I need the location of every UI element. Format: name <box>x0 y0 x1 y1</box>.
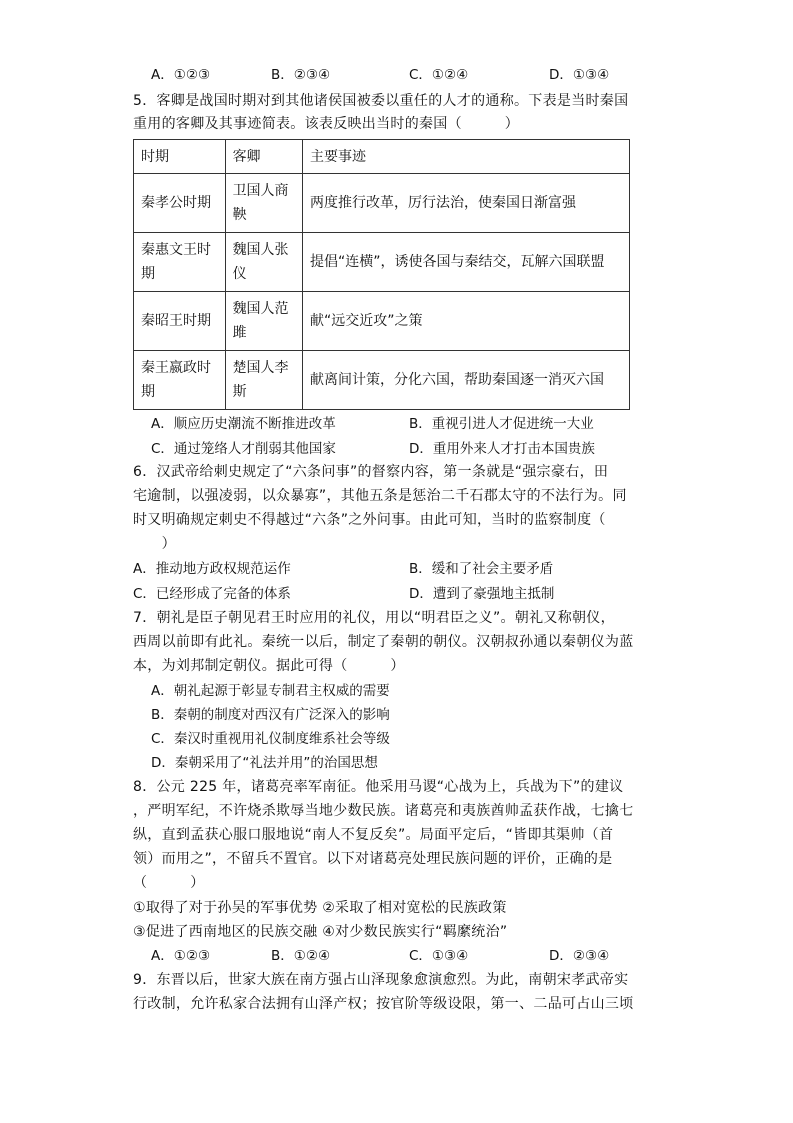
q4-option-b[interactable]: B．②③④ <box>271 67 331 83</box>
table-cell: 秦孝公时期 <box>134 174 226 233</box>
table-cell: 秦王嬴政时期 <box>134 351 226 410</box>
table-row <box>134 174 630 233</box>
table-header-row <box>134 140 630 174</box>
table-row <box>134 233 630 292</box>
q7-option-c[interactable]: C．秦汉时重视用礼仪制度维系社会等级 <box>151 731 390 747</box>
table-cell: 提倡“连横”，诱使各国与秦结交，瓦解六国联盟 <box>302 233 629 292</box>
q7-stem-line: 7．朝礼是臣子朝见君王时应用的礼仪，用以“明君臣之义”。朝礼又称朝仪， <box>133 610 615 626</box>
table-cell: 献“远交近攻”之策 <box>302 292 629 351</box>
q8-statement-line: ①取得了对于孙吴的军事优势 ②采取了相对宽松的民族政策 <box>133 900 507 916</box>
table-cell: 两度推行改革，厉行法治，使秦国日渐富强 <box>302 174 629 233</box>
q6-stem-line: 宅逾制，以强凌弱，以众暴寡”，其他五条是惩治二千石郡太守的不法行为。同 <box>133 488 627 504</box>
table-header-cell: 客卿 <box>225 140 302 174</box>
q4-option-a[interactable]: A．①②③ <box>151 67 211 83</box>
q7-option-d[interactable]: D．秦朝采用了“礼法并用”的治国思想 <box>151 755 378 771</box>
q5-option-c[interactable]: C．通过笼络人才削弱其他国家 <box>151 441 336 457</box>
q9-stem-line: 行改制，允许私家合法拥有山泽产权；按官阶等级设限，第一、二品可占山三顷 <box>133 996 634 1012</box>
table-cell: 楚国人李斯 <box>225 351 302 410</box>
q6-option-b[interactable]: B．缓和了社会主要矛盾 <box>409 561 554 577</box>
q7-stem-line: 本，为刘邦制定朝仪。据此可得（ ） <box>133 658 405 674</box>
q7-option-a[interactable]: A．朝礼起源于彰显专制君主权威的需要 <box>151 683 390 699</box>
table-header-cell: 主要事迹 <box>302 140 629 174</box>
table-cell: 秦昭王时期 <box>134 292 226 351</box>
q7-option-b[interactable]: B．秦朝的制度对西汉有广泛深入的影响 <box>151 707 390 723</box>
q5-option-d[interactable]: D．重用外来人才打击本国贵族 <box>409 441 595 457</box>
q8-statement-line: ③促进了西南地区的民族交融 ④对少数民族实行“羁縻统治” <box>133 924 508 940</box>
q6-stem-line: ） <box>133 536 176 552</box>
table-row <box>134 292 630 351</box>
q8-option-b[interactable]: B．①②④ <box>271 948 331 964</box>
table-cell: 魏国人范雎 <box>225 292 302 351</box>
q6-option-d[interactable]: D．遭到了豪强地主抵制 <box>409 586 555 602</box>
q5-stem-line: 重用的客卿及其事迹简表。该表反映出当时的秦国（ ） <box>133 116 520 132</box>
q8-option-d[interactable]: D．②③④ <box>549 948 610 964</box>
q5-table <box>133 139 630 410</box>
table-cell: 献离间计策，分化六国，帮助秦国逐一消灭六国 <box>302 351 629 410</box>
q6-option-c[interactable]: C．已经形成了完备的体系 <box>133 586 291 602</box>
q4-option-d[interactable]: D．①③④ <box>549 67 610 83</box>
table-cell: 卫国人商鞅 <box>225 174 302 233</box>
q6-stem-line: 6．汉武帝给刺史规定了“六条问事”的督察内容，第一条就是“强宗豪右，田 <box>133 464 609 480</box>
q5-option-a[interactable]: A．顺应历史潮流不断推进改革 <box>151 416 336 432</box>
q8-option-c[interactable]: C．①③④ <box>409 948 469 964</box>
table-row <box>134 351 630 410</box>
q6-stem-line: 时又明确规定刺史不得越过“六条”之外问事。由此可知，当时的监察制度（ <box>133 512 606 528</box>
q7-stem-line: 西周以前即有此礼。秦统一以后，制定了秦朝的朝仪。汉朝叔孙通以秦朝仪为蓝 <box>133 634 634 650</box>
table-header-cell: 时期 <box>134 140 226 174</box>
q8-stem-line: （ ） <box>133 875 205 891</box>
q8-stem-line: ，严明军纪，不许烧杀欺辱当地少数民族。诸葛亮和夷族酋帅孟获作战，七擒七 <box>133 803 634 819</box>
q5-stem-line: 5．客卿是战国时期对到其他诸侯国被委以重任的人才的通称。下表是当时秦国 <box>133 93 629 109</box>
q8-stem-line: 8．公元 225 年，诸葛亮率军南征。他采用马谡“心战为上，兵战为下”的建议 <box>133 779 624 795</box>
q5-option-b[interactable]: B．重视引进人才促进统一大业 <box>409 416 594 432</box>
table-cell: 魏国人张仪 <box>225 233 302 292</box>
q8-stem-line: 领）而用之”，不留兵不置官。以下对诸葛亮处理民族问题的评价，正确的是 <box>133 851 613 867</box>
q8-option-a[interactable]: A．①②③ <box>151 948 211 964</box>
q4-option-c[interactable]: C．①②④ <box>409 67 469 83</box>
table-cell: 秦惠文王时期 <box>134 233 226 292</box>
q6-option-a[interactable]: A．推动地方政权规范运作 <box>133 561 291 577</box>
q8-stem-line: 纵，直到孟获心服口服地说“南人不复反矣”。局面平定后，“皆即其渠帅（首 <box>133 827 614 843</box>
q9-stem-line: 9．东晋以后，世家大族在南方强占山泽现象愈演愈烈。为此，南朝宋孝武帝实 <box>133 972 629 988</box>
